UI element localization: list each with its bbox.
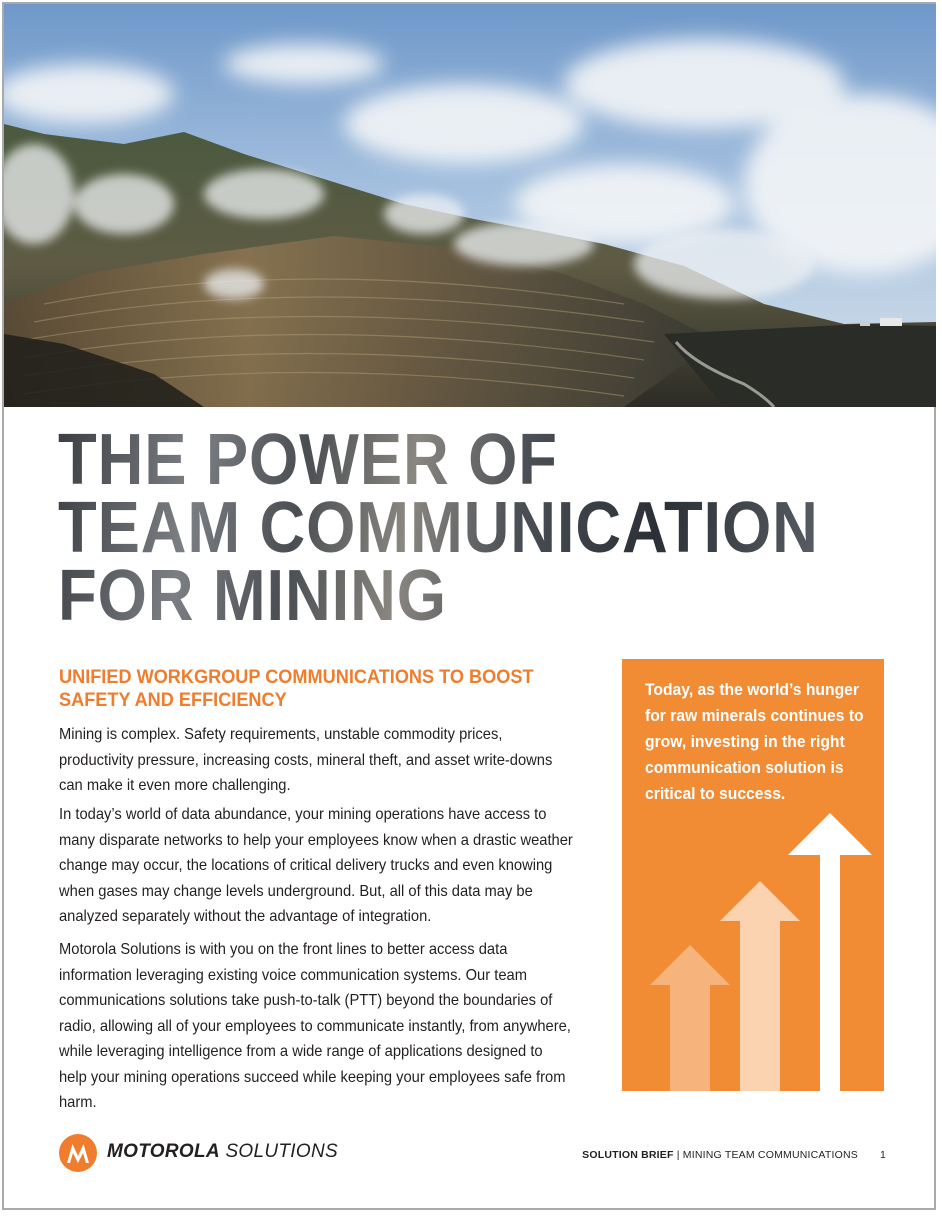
body-paragraph-2: In today’s world of data abundance, your mining operations have access to many disparate networks to help your employees know when a drastic weather change may occur, the locations of critical delivery trucks and even knowing when gases may change levels underground. But, all of this data may be analyzed separately without the advantage of integration. (59, 806, 573, 925)
callout-box (622, 659, 884, 1091)
title-line-2: TEAM COMMUNICATIONS (58, 488, 862, 568)
footer-separator: | (673, 1149, 683, 1161)
brand-wordmark (107, 1141, 338, 1163)
title-line-3: FOR MINING (58, 556, 447, 636)
title-line-1: THE POWER OF (58, 420, 558, 500)
body-paragraph-3: Motorola Solutions is with you on the front lines to better access data information leveraging existing voice communication systems. Our team communications solutions take push-to-talk (PTT) beyond the boundaries of radio, allowing all of your employees to communicate instantly, from anywhere, while leveraging intelligence from a wide range of applications designed to help your mining operations succeed while keeping your employees safe from harm. (59, 941, 571, 1111)
body-paragraph-1: Mining is complex. Safety requirements, unstable commodity prices, productivity pressure, increasing costs, mineral theft, and asset write-downs can make it even more challenging. (59, 726, 553, 794)
arrow-large-icon (788, 813, 872, 1091)
page-title (58, 420, 862, 636)
page-footer (582, 1149, 886, 1161)
page-number: 1 (879, 1149, 886, 1161)
motorola-logo-icon (59, 1134, 97, 1172)
callout-text: Today, as the world’s hunger for raw minerals continues to grow, investing in the right communication solution is critical to success. (645, 681, 864, 803)
section-heading-line-2: SAFETY AND EFFICIENCY (59, 689, 287, 711)
brand-bold: MOTOROLA (107, 1141, 220, 1162)
arrow-small-icon (650, 945, 730, 1091)
footer-label-bold: SOLUTION BRIEF (582, 1149, 674, 1161)
hero-mine-photo (4, 4, 936, 407)
arrow-medium-icon (720, 881, 800, 1091)
section-heading-line-1: UNIFIED WORKGROUP COMMUNICATIONS TO BOOST (59, 666, 534, 688)
brand-light: SOLUTIONS (219, 1141, 338, 1162)
footer-label: MINING TEAM COMMUNICATIONS (682, 1149, 858, 1161)
section-heading (59, 666, 561, 712)
